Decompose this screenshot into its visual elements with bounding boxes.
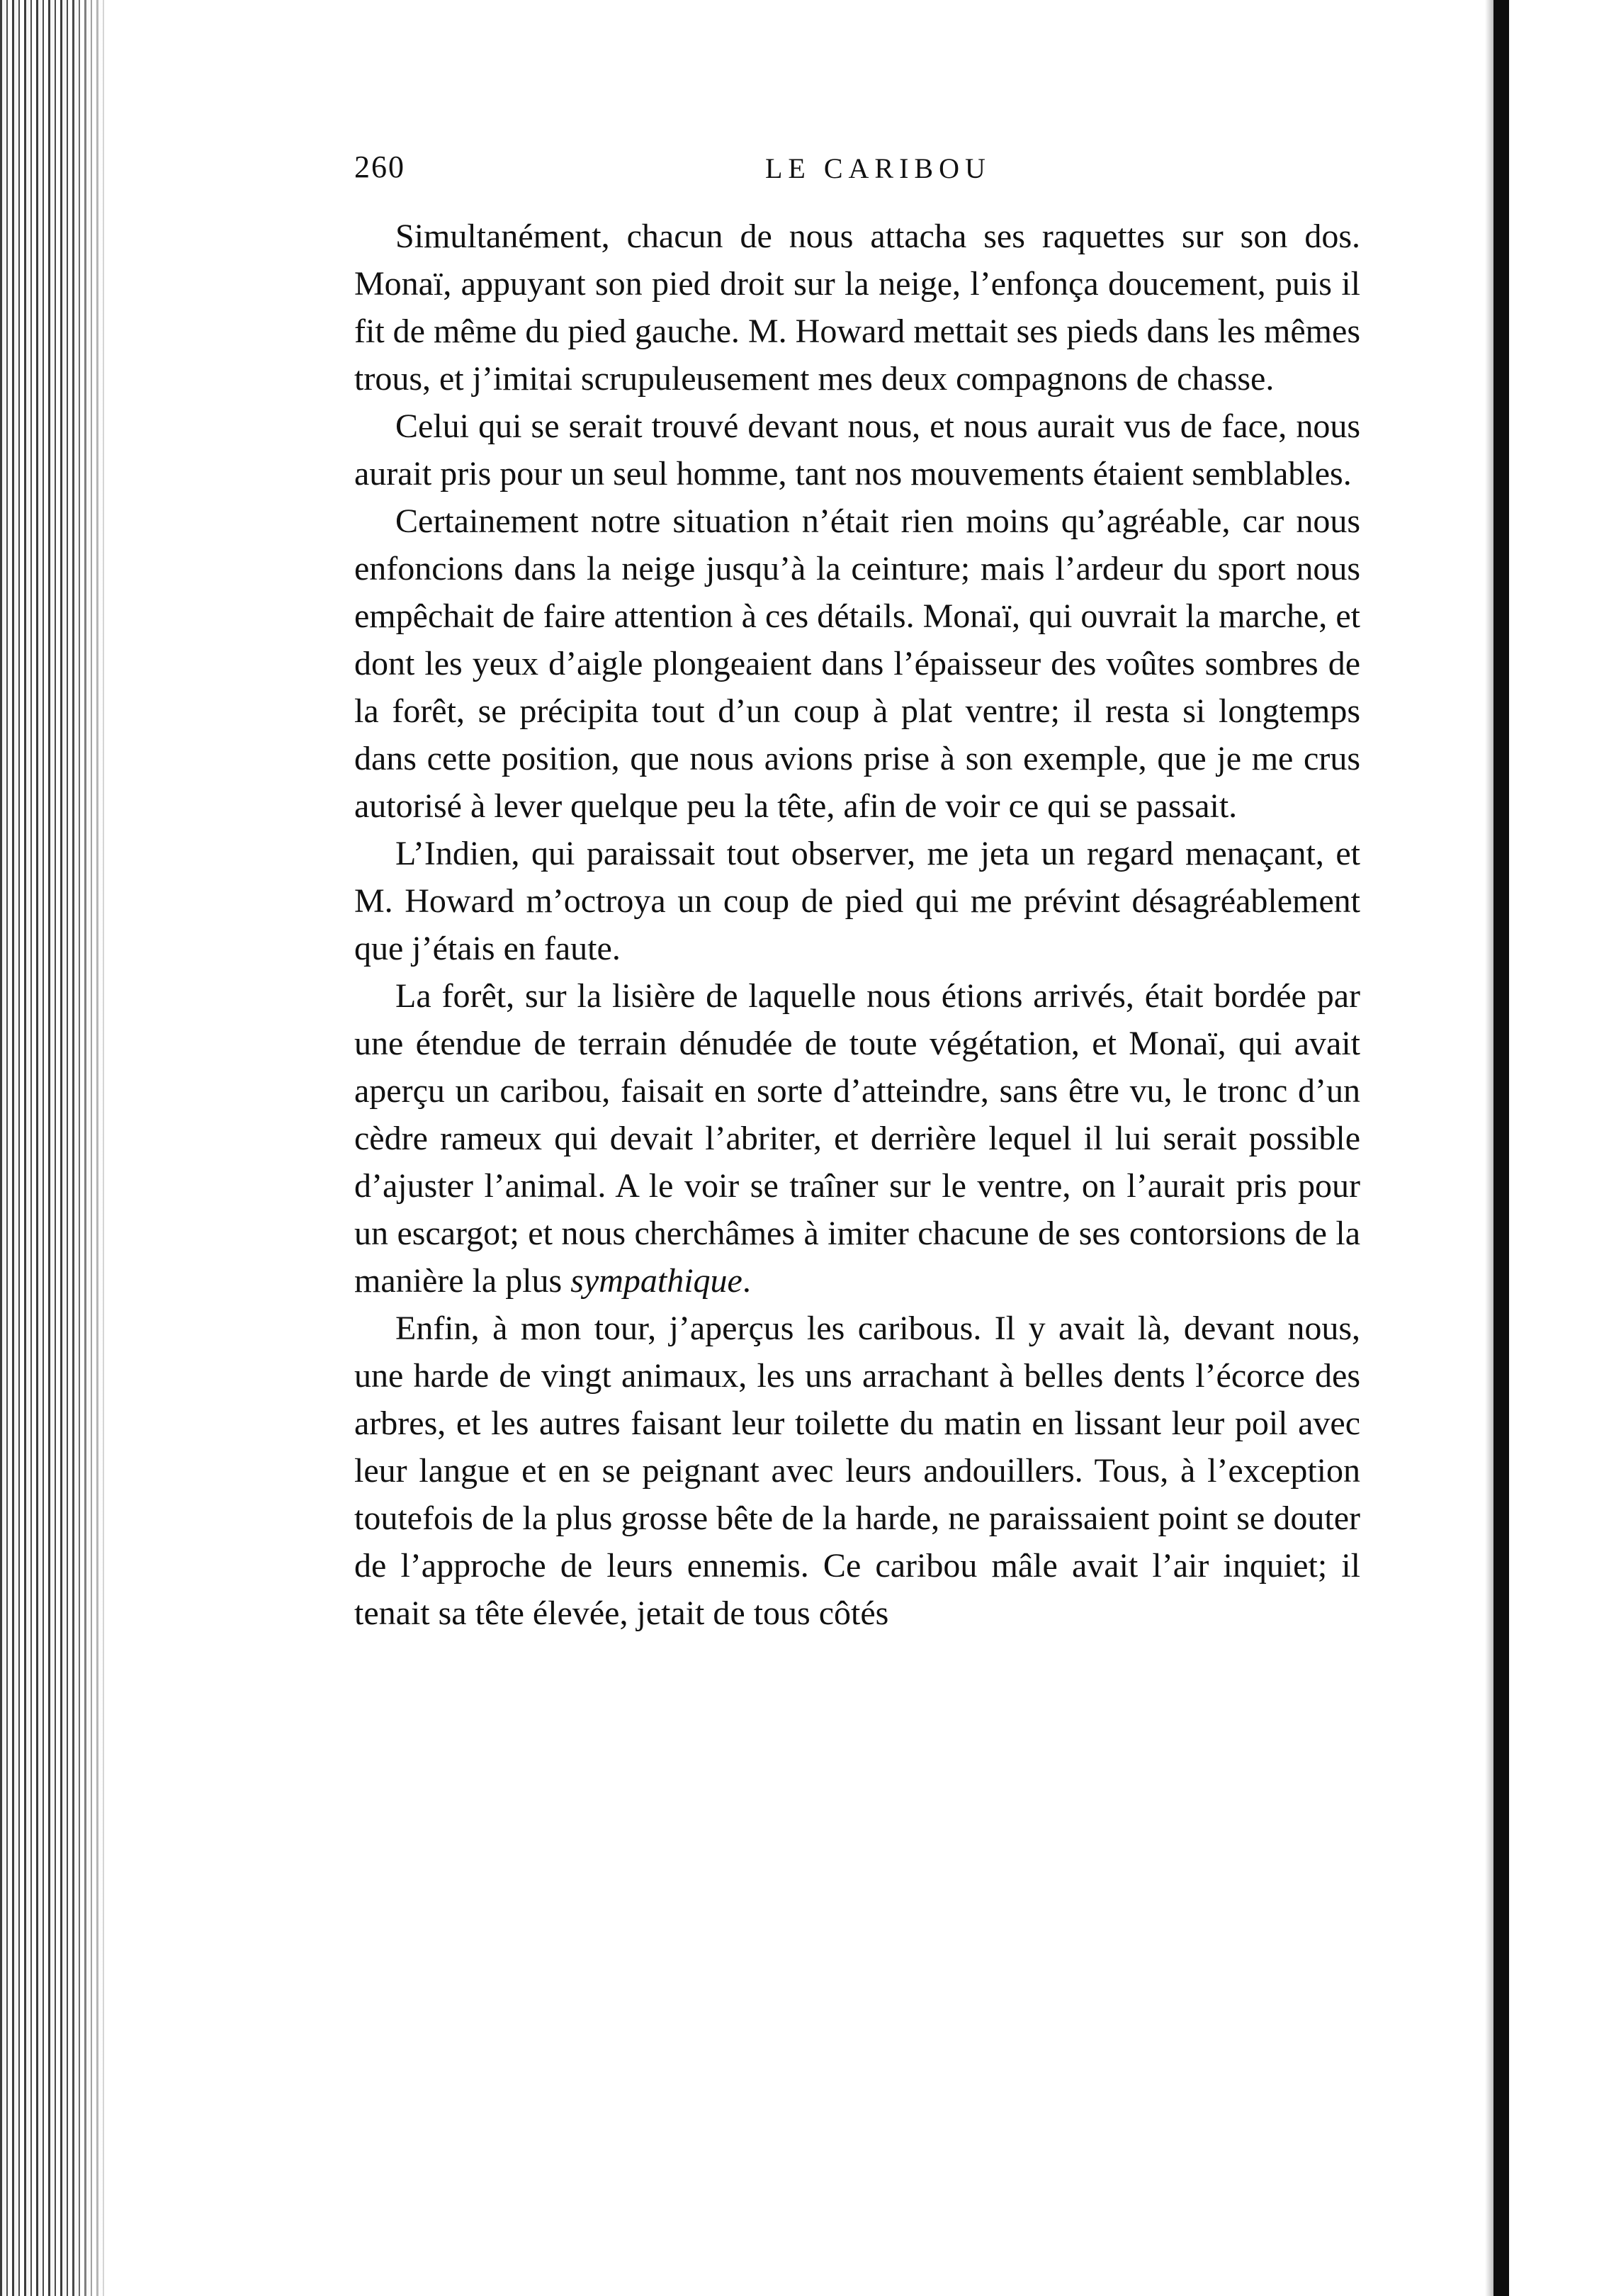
paragraph-5-italic: sympathique (570, 1262, 742, 1300)
paragraph-1: Simultanément, chacun de nous attacha ses raquettes sur son dos. Monaï, appuyant son pied droit sur la neige, l’enfonça doucement, puis il fit de même du pied gauche. M. Howard mettait ses pieds dans les mêmes trous, et j’imitai scrupuleusement mes deux compagnons de chasse. (354, 218, 1360, 398)
running-title: LE CARIBOU (765, 152, 991, 184)
paragraph-5-end: . (742, 1262, 751, 1300)
paragraph-5 (354, 972, 1360, 1305)
paragraph-5-text: La forêt, sur la lisière de laquelle nous étions arrivés, était bordée par une étendue de terrain dénudée de toute végétation, et Monaï, qui avait aperçu un caribou, faisait en sorte d’atteindre, sans être vu, le tronc d’un cèdre rameux qui devait l’abriter, et derrière lequel il lui serait possible d’ajuster l’animal. A le voir se traîner sur le ventre, on l’aurait pris pour un escargot; et nous cherchâmes à imiter chacune de ses contorsions de la manière la plus (354, 977, 1360, 1300)
scan-left-edge-fade (71, 0, 113, 2296)
body-text (354, 213, 1360, 1637)
paragraph-4: L’Indien, qui paraissait tout observer, me jeta un regard menaçant, et M. Howard m’octroya un coup de pied qui me prévint désagréablement que j’étais en faute. (354, 835, 1360, 967)
running-head (354, 149, 1360, 198)
page-number: 260 (354, 150, 405, 184)
book-binding (1493, 0, 1509, 2296)
paragraph-6: Enfin, à mon tour, j’aperçus les caribous. Il y avait là, devant nous, une harde de vingt animaux, les uns arrachant à belles dents l’écorce des arbres, et les autres faisant leur toilette du matin en lissant leur poil avec leur langue et en se peignant avec leurs andouillers. Tous, à l’exception toutefois de la plus grosse bête de la harde, ne paraissaient point se douter de l’approche de leurs ennemis. Ce caribou mâle avait l’air inquiet; il tenait sa tête élevée, jetait de tous côtés (354, 1310, 1360, 1632)
paragraph-3: Certainement notre situation n’était rien moins qu’agréable, car nous enfoncions dans la neige jusqu’à la ceinture; mais l’ardeur du sport nous empêchait de faire attention à ces détails. Monaï, qui ouvrait la marche, et dont les yeux d’aigle plongeaient dans l’épaisseur des voûtes sombres de la forêt, se précipita tout d’un coup à plat ventre; il resta si longtemps dans cette position, que nous avions prise à son exemple, que je me crus autorisé à lever quelque peu la tête, afin de voir ce qui se passait. (354, 502, 1360, 825)
binding-shadow (1485, 0, 1493, 2296)
paragraph-2: Celui qui se serait trouvé devant nous, et nous aurait vus de face, nous aurait pris pour un seul homme, tant nos mouvements étaient semblables. (354, 407, 1360, 493)
